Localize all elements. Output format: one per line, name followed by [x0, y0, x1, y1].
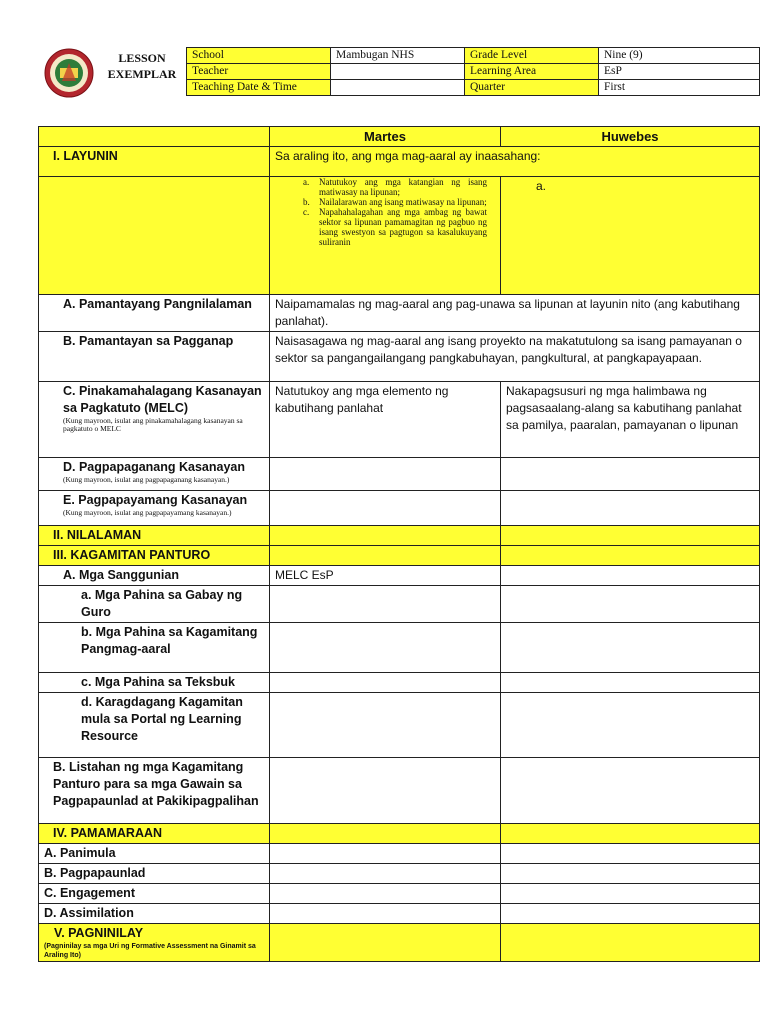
objective-item: b. Nailalarawan ang isang matiwasay na lipunan;: [303, 197, 487, 207]
pagpapayamang-label-cell: [39, 491, 270, 526]
sanggunian-label: A. Mga Sanggunian: [39, 566, 270, 586]
assimilation-huwebes: [501, 904, 760, 924]
karagdagang-kagamitan-label: d. Karagdagang Kagamitan mula sa Portal ng Learning Resource: [39, 693, 270, 758]
layunin-label: I. LAYUNIN: [39, 147, 270, 177]
grade-level-label: Grade Level: [465, 48, 599, 64]
pagninilay-note: (Pagninilay sa mga Uri ng Formative Assessment na Ginamit sa Araling Ito): [44, 943, 256, 959]
kagamitan-panturo-label: III. KAGAMITAN PANTURO: [39, 546, 270, 566]
pagpapaunlad-huwebes: [501, 864, 760, 884]
engagement-martes: [270, 884, 501, 904]
lesson-exemplar-title: [100, 50, 184, 82]
objective-item: a. Natutukoy ang mga katangian ng isang matiwasay na lipunan;: [303, 177, 487, 197]
pagpapaganang-note: (Kung mayroon, isulat ang pagpapaganang kasanayan.): [63, 475, 230, 484]
melc-martes: Natutukoy ang mga elemento ng kabutihang panlahat: [270, 382, 501, 458]
nilalaman-label: II. NILALAMAN: [39, 526, 270, 546]
engagement-huwebes: [501, 884, 760, 904]
panimula-label: A. Panimula: [39, 844, 270, 864]
objectives-list: [275, 177, 495, 247]
pagninilay-label: V. PAGNINILAY: [54, 926, 144, 940]
pagpapaganang-martes: [270, 458, 501, 491]
gabay-huwebes: [501, 586, 760, 623]
layunin-blank: [39, 177, 270, 295]
pangmag-martes: [270, 623, 501, 673]
sanggunian-value: MELC EsP: [270, 566, 501, 586]
column-martes: Martes: [270, 127, 501, 147]
teksbuk-martes: [270, 673, 501, 693]
karagdagang-huwebes: [501, 693, 760, 758]
pagpapaganang-label-cell: [39, 458, 270, 491]
sanggunian-huwebes: [501, 566, 760, 586]
pagpapayamang-huwebes: [501, 491, 760, 526]
school-value: Mambugan NHS: [331, 48, 465, 64]
engagement-label: C. Engagement: [39, 884, 270, 904]
pamantayang-pangnilalaman-value: Naipamamalas ng mag-aaral ang pag-unawa sa lipunan at layunin nito (ang kabutihang panlahat).: [270, 295, 760, 332]
school-seal-logo: [44, 48, 94, 98]
pamantayang-pangnilalaman-label: A. Pamantayang Pangnilalaman: [39, 295, 270, 332]
melc-note: (Kung mayroon, isulat ang pinakamahalagang kasanayan sa pagkatuto o MELC: [63, 416, 243, 433]
nilalaman-huwebes: [501, 526, 760, 546]
assimilation-martes: [270, 904, 501, 924]
title-line-2: EXEMPLAR: [107, 67, 177, 81]
teacher-label: Teacher: [187, 64, 331, 80]
pamamaraan-martes: [270, 824, 501, 844]
listahan-kagamitan-label: B. Listahan ng mga Kagamitang Panturo para sa mga Gawain sa Pagpapaunlad at Pakikipagpalihan: [39, 758, 270, 824]
pagpapaganang-huwebes: [501, 458, 760, 491]
huwebes-objective-marker: a.: [536, 179, 547, 193]
pagpapayamang-label: E. Pagpapayamang Kasanayan: [63, 493, 248, 507]
school-label: School: [187, 48, 331, 64]
objective-item: c. Napahahalagahan ang mga ambag ng bawat sektor sa lipunan pamamagitan ng pagbuo ng isang swestyon sa pagtugon sa kasalukuyang suliranin: [303, 207, 487, 247]
pamamaraan-huwebes: [501, 824, 760, 844]
quarter-value: First: [599, 80, 760, 96]
gabay-martes: [270, 586, 501, 623]
teaching-date-value: [331, 80, 465, 96]
header-info-table: [186, 47, 760, 96]
layunin-huwebes: [501, 177, 760, 295]
quarter-label: Quarter: [465, 80, 599, 96]
melc-huwebes: Nakapagsusuri ng mga halimbawa ng pagsasaalang-alang sa kabutihang panlahat sa pamilya, paaralan, pamayanan o lipunan: [501, 382, 760, 458]
pamamaraan-label: IV. PAMAMARAAN: [39, 824, 270, 844]
lesson-plan-table: [38, 126, 760, 962]
teksbuk-huwebes: [501, 673, 760, 693]
learning-area-label: Learning Area: [465, 64, 599, 80]
listahan-martes: [270, 758, 501, 824]
pagpapayamang-note: (Kung mayroon, isulat ang pagpapayamang kasanayan.): [63, 508, 232, 517]
pagpapaunlad-label: B. Pagpapaunlad: [39, 864, 270, 884]
teaching-date-label: Teaching Date & Time: [187, 80, 331, 96]
panimula-martes: [270, 844, 501, 864]
kagamitan-martes: [270, 546, 501, 566]
panimula-huwebes: [501, 844, 760, 864]
pagpapaunlad-martes: [270, 864, 501, 884]
teksbuk-label: c. Mga Pahina sa Teksbuk: [39, 673, 270, 693]
layunin-objectives: [270, 177, 501, 295]
assimilation-label: D. Assimilation: [39, 904, 270, 924]
pagpapayamang-martes: [270, 491, 501, 526]
pagninilay-label-cell: [39, 924, 270, 962]
kagamitan-huwebes: [501, 546, 760, 566]
melc-label: C. Pinakamahalagang Kasanayan sa Pagkatuto (MELC): [63, 384, 262, 415]
layunin-intro: Sa araling ito, ang mga mag-aaral ay inaasahang:: [270, 147, 760, 177]
pagninilay-martes: [270, 924, 501, 962]
nilalaman-martes: [270, 526, 501, 546]
pamantayan-sa-pagganap-value: Naisasagawa ng mag-aaral ang isang proyekto na makatutulong sa isang pamayanan o sektor sa pangangailangang pangkabuhayan, pangkultural, at pangkapayapaan.: [270, 332, 760, 382]
corner-cell: [39, 127, 270, 147]
pangmag-huwebes: [501, 623, 760, 673]
title-line-1: LESSON: [118, 51, 166, 65]
karagdagang-martes: [270, 693, 501, 758]
learning-area-value: EsP: [599, 64, 760, 80]
pagninilay-huwebes: [501, 924, 760, 962]
melc-label-cell: [39, 382, 270, 458]
column-huwebes: Huwebes: [501, 127, 760, 147]
pangmag-aaral-label: b. Mga Pahina sa Kagamitang Pangmag-aaral: [39, 623, 270, 673]
gabay-ng-guro-label: a. Mga Pahina sa Gabay ng Guro: [39, 586, 270, 623]
pagpapaganang-label: D. Pagpapaganang Kasanayan: [63, 460, 246, 474]
listahan-huwebes: [501, 758, 760, 824]
grade-level-value: Nine (9): [599, 48, 760, 64]
pamantayan-sa-pagganap-label: B. Pamantayan sa Pagganap: [39, 332, 270, 382]
teacher-value: [331, 64, 465, 80]
